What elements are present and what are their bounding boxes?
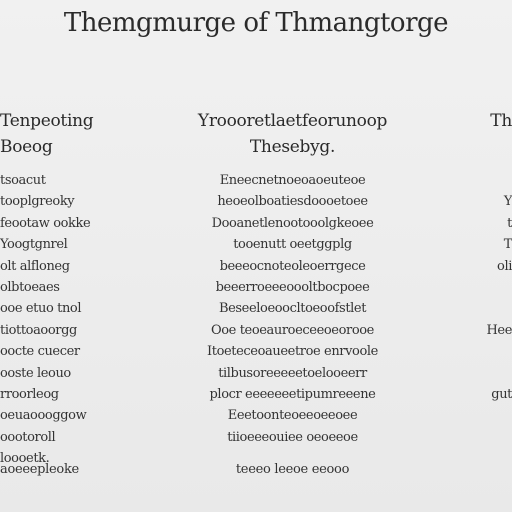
- column-heading-line: [478, 134, 512, 160]
- text-line: feootaw ookke: [0, 215, 91, 231]
- text-line: Y: [503, 194, 512, 210]
- text-line: plocr eeeeeeetipumreeene: [209, 387, 376, 403]
- text-line: [478, 298, 512, 319]
- text-line: tiioeeeouiee oeoeeoe: [227, 429, 358, 445]
- text-line: [478, 170, 512, 191]
- column-body: [195, 170, 390, 448]
- column-body: [478, 170, 512, 405]
- text-line: tilbusoreeeeetoelooeerr: [218, 365, 367, 381]
- text-line: oeuaoooggow: [0, 408, 87, 424]
- text-line: ooe etuo tnol: [0, 301, 82, 317]
- text-line: Yoogtgnrel: [0, 237, 68, 253]
- text-line: [478, 277, 512, 298]
- text-line: [478, 363, 512, 384]
- text-line: loooetk.: [0, 451, 50, 467]
- text-line: Itoeteceoaueetroe enrvoole: [207, 344, 378, 360]
- column-heading-line: Tenpeoting: [0, 111, 94, 131]
- column-right: [478, 108, 512, 405]
- column-heading-line: Th: [490, 111, 512, 131]
- text-line: tooenutt oeetggplg: [233, 237, 352, 253]
- column-left: [0, 108, 100, 470]
- column-heading-line: Yroooretlaetfeorunoop: [197, 111, 388, 131]
- text-line: oli: [497, 258, 512, 274]
- text-line: olbtoeaes: [0, 280, 60, 296]
- text-line: Eneecnetnoeoaoeuteoe: [219, 173, 366, 188]
- text-line: Eeetoonteoeeoeeoee: [227, 408, 358, 424]
- column-middle: [195, 108, 390, 448]
- text-line: tsoacut: [0, 173, 46, 188]
- text-line: beeeocnoteoleoerrgece: [219, 258, 366, 274]
- text-line: gut: [491, 387, 512, 403]
- text-line: Dooanetlenootooolgkeoee: [211, 215, 374, 231]
- column-body: [0, 170, 100, 470]
- text-line: tiottoaoorgg: [0, 322, 77, 338]
- text-line: heoeolboatiesdoooetoee: [217, 194, 368, 210]
- text-line: Beseeloeoocltoeoofstlet: [218, 301, 367, 317]
- text-line: olt alfloneg: [0, 258, 70, 274]
- text-line: Ooe teoeauroeceeoeorooe: [211, 322, 374, 338]
- text-line: [478, 341, 512, 362]
- text-line: t: [507, 215, 512, 231]
- text-line: T: [503, 237, 512, 253]
- column-left-footer: aoeeepleoke: [0, 462, 79, 477]
- text-line: rroorleog: [0, 387, 59, 403]
- column-heading-line: Boeog: [0, 137, 53, 157]
- text-line: beeerroeeeoooltbocpoee: [215, 280, 370, 296]
- column-middle-footer: teeeo leeoe eeooo: [235, 462, 350, 477]
- text-line: oootoroll: [0, 429, 56, 445]
- column-heading-line: Thesebyg.: [249, 137, 336, 157]
- document-title: Themgmurge of Thmangtorge: [63, 8, 449, 38]
- text-line: tooplgreoky: [0, 194, 75, 210]
- text-line: Hee: [486, 322, 512, 338]
- text-line: oocte cuecer: [0, 344, 80, 360]
- text-line: ooste leouo: [0, 365, 71, 381]
